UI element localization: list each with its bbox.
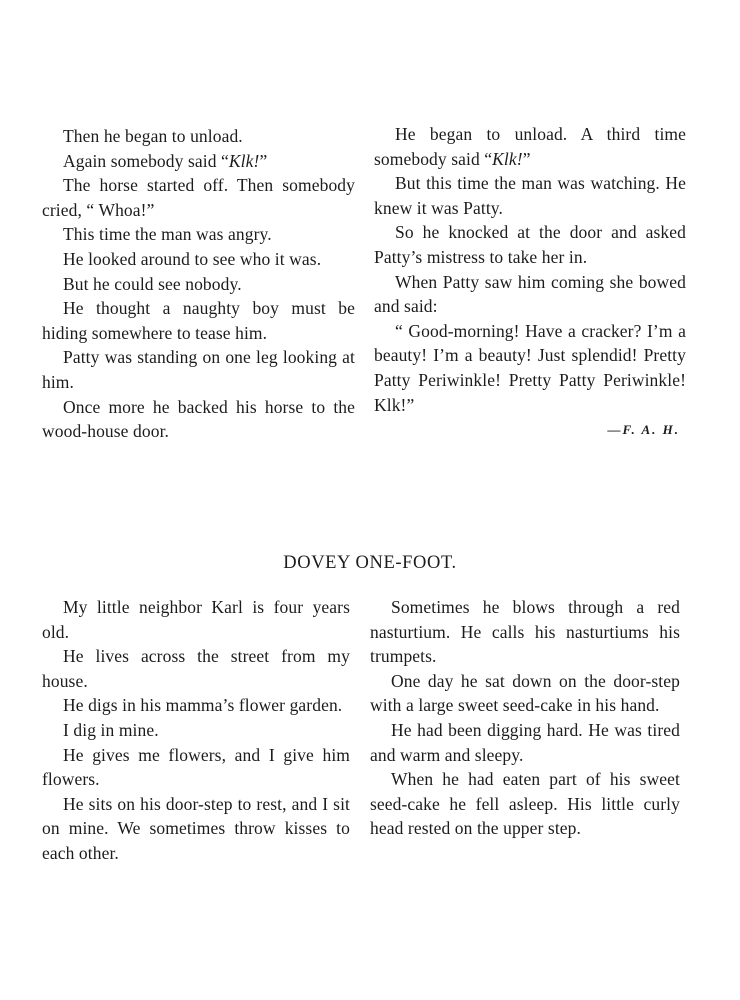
author-signature: —F. A. H. [607,422,680,438]
paragraph: Sometimes he blows through a red nasturtium. He calls his nasturtiums his trumpets. [370,597,680,667]
paragraph: One day he sat down on the door-step with a large sweet seed-cake in his hand. [370,670,680,716]
paragraph: So he knocked at the door and asked Patty’s mistress to take her in. [374,222,686,267]
story-continuation-left-column [42,124,355,444]
paragraph: He thought a naughty boy must be hiding somewhere to tease him. [42,298,355,343]
paragraph: He digs in his mamma’s flower garden. [63,695,343,716]
exclamation-text: Klk! [492,148,523,169]
paragraph: He had been digging hard. He was tired and warm and sleepy. [370,719,680,765]
dovey-story-left-column [42,595,350,866]
paragraph: He sits on his door-step to rest, and I sit on mine. We sometimes throw kisses to each other. [42,793,350,863]
paragraph: This time the man was angry. [63,224,272,245]
exclamation-text: Klk! [228,150,260,171]
paragraph: Patty was standing on one leg looking at him. [42,347,355,392]
paragraph: “ Good-morning! Have a cracker? I’m a beauty! I’m a beauty! Just splendid! Pretty Patty Periwinkle! Pretty Patty Periwinkle! Klk!” [374,320,686,415]
paragraph: He lives across the street from my house. [42,646,350,691]
paragraph: He looked around to see who it was. [63,248,322,269]
paragraph: When Patty saw him coming she bowed and said: [374,271,686,317]
paragraph: But he could see nobody. [63,273,242,294]
dovey-story-right-column [370,595,680,841]
story-continuation-right-column [374,122,686,443]
paragraph: He gives me flowers, and I give him flowers. [42,744,350,790]
paragraph: The horse started off. Then somebody cried, “ Whoa!” [42,175,355,220]
paragraph: But this time the man was watching. He knew it was Patty. [374,173,686,218]
paragraph: Once more he backed his horse to the wood-house door. [42,396,355,442]
story-title: DOVEY ONE-FOOT. [283,553,457,573]
paragraph: My little neighbor Karl is four years old. [42,597,350,642]
paragraph: Again somebody said “Klk!” [63,150,268,171]
paragraph: He began to unload. A third time somebody said “Klk!” [374,124,686,169]
paragraph: When he had eaten part of his sweet seed-cake he fell asleep. His little curly head rested on the upper step. [370,769,680,839]
paragraph: I dig in mine. [63,719,159,740]
paragraph: Then he began to unload. [63,126,243,146]
